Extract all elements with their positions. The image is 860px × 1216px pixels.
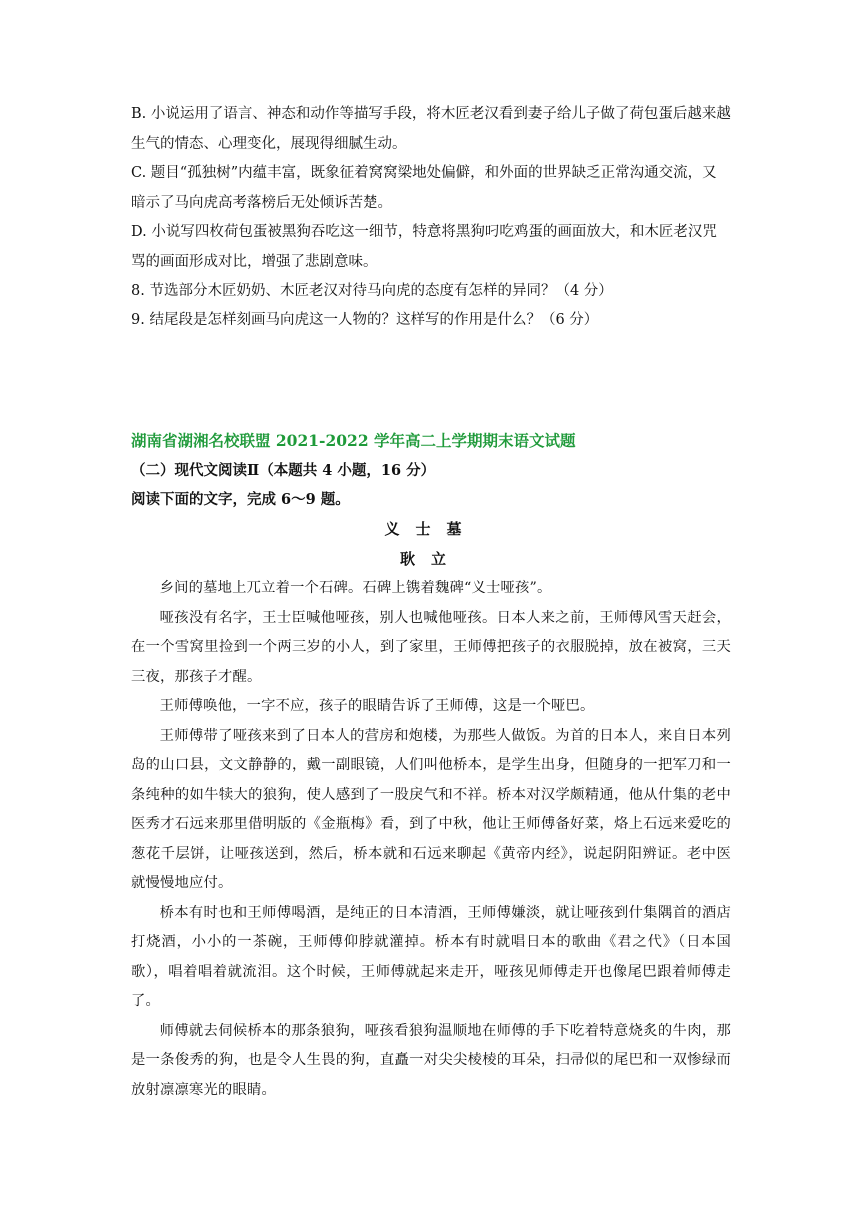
answer-options (131, 100, 731, 335)
story-paragraph: 师傅就去伺候桥本的那条狼狗，哑孩看狼狗温顺地在师傅的手下吃着特意烧炙的牛肉，那是一条俊秀的狗，也是令人生畏的狗，直矗一对尖尖棱棱的耳朵，扫帚似的尾巴和一双惨绿而放射凛凛寒光的眼睛。 (131, 1022, 731, 1098)
story-body (131, 574, 731, 1105)
source-title: 湖南省湖湘名校联盟 2021-2022 学年高二上学期期末语文试题 (131, 431, 576, 450)
story-paragraph: 桥本有时也和王师傅喝酒，是纯正的日本清酒，王师傅嫌淡，就让哑孩到什集隅首的酒店打烧酒，小小的一茶碗，王师傅仰脖就灌掉。桥本有时就唱日本的歌曲《君之代》（日本国歌），唱着唱着就流泪。这个时候，王师傅就起来走开，哑孩见师傅走开也像尾巴跟着师傅走了。 (131, 904, 731, 1009)
section-heading: （二）现代文阅读Ⅱ（本题共 4 小题，16 分） (131, 462, 436, 479)
story-paragraph: 哑孩没有名字，王士臣喊他哑孩，别人也喊他哑孩。日本人来之前，王师傅风雪天赶会，在一个雪窝里捡到一个两三岁的小人，到了家里，王师傅把孩子的衣服脱掉，放在被窝，三天三夜，那孩子才醒。 (131, 609, 731, 685)
story-paragraph: 乡间的墓地上兀立着一个石碑。石碑上镌着魏碑“义士哑孩”。 (159, 580, 552, 596)
source-block (131, 426, 731, 1105)
story-paragraph: 王师傅带了哑孩来到了日本人的营房和炮楼，为那些人做饭。为首的日本人，来自日本列岛的山口县，文文静静的，戴一副眼镜，人们叫他桥本，是学生出身，但随身的一把军刀和一条纯种的如牛犊大的狼狗，使人感到了一股戾气和不祥。桥本对汉学颇精通，他从什集的老中医秀才石远来那里借明版的《金瓶梅》看，到了中秋，他让王师傅备好菜，烙上石远来爱吃的葱花千层饼，让哑孩送到，然后，桥本就和石远来聊起《黄帝内经》，说起阴阳辨证。老中医就慢慢地应付。 (131, 727, 731, 891)
question-8: 8. 节选部分木匠奶奶、木匠老汉对待马向虎的态度有怎样的异同？（4 分） (131, 283, 613, 299)
option-c: C. 题目“孤独树”内蕴丰富，既象征着窝窝梁地处偏僻，和外面的世界缺乏正常沟通交流，又暗示了马向虎高考落榜后无处倾诉苦楚。 (131, 165, 717, 211)
reading-instruction: 阅读下面的文字，完成 6～9 题。 (131, 491, 350, 508)
story-author: 耿立 (399, 550, 462, 568)
story-title: 义士墓 (384, 520, 478, 538)
option-b: B. 小说运用了语言、神态和动作等描写手段，将木匠老汉看到妻子给儿子做了荷包蛋后越来越生气的情态、心理变化，展现得细腻生动。 (131, 106, 731, 152)
option-d: D. 小说写四枚荷包蛋被黑狗吞吃这一细节，特意将黑狗叼吃鸡蛋的画面放大，和木匠老汉咒骂的画面形成对比，增强了悲剧意味。 (131, 224, 717, 270)
story-paragraph: 王师傅唤他，一字不应，孩子的眼睛告诉了王师傅，这是一个哑巴。 (159, 698, 595, 714)
question-9: 9. 结尾段是怎样刻画马向虎这一人物的？这样写的作用是什么？（6 分） (131, 312, 599, 328)
